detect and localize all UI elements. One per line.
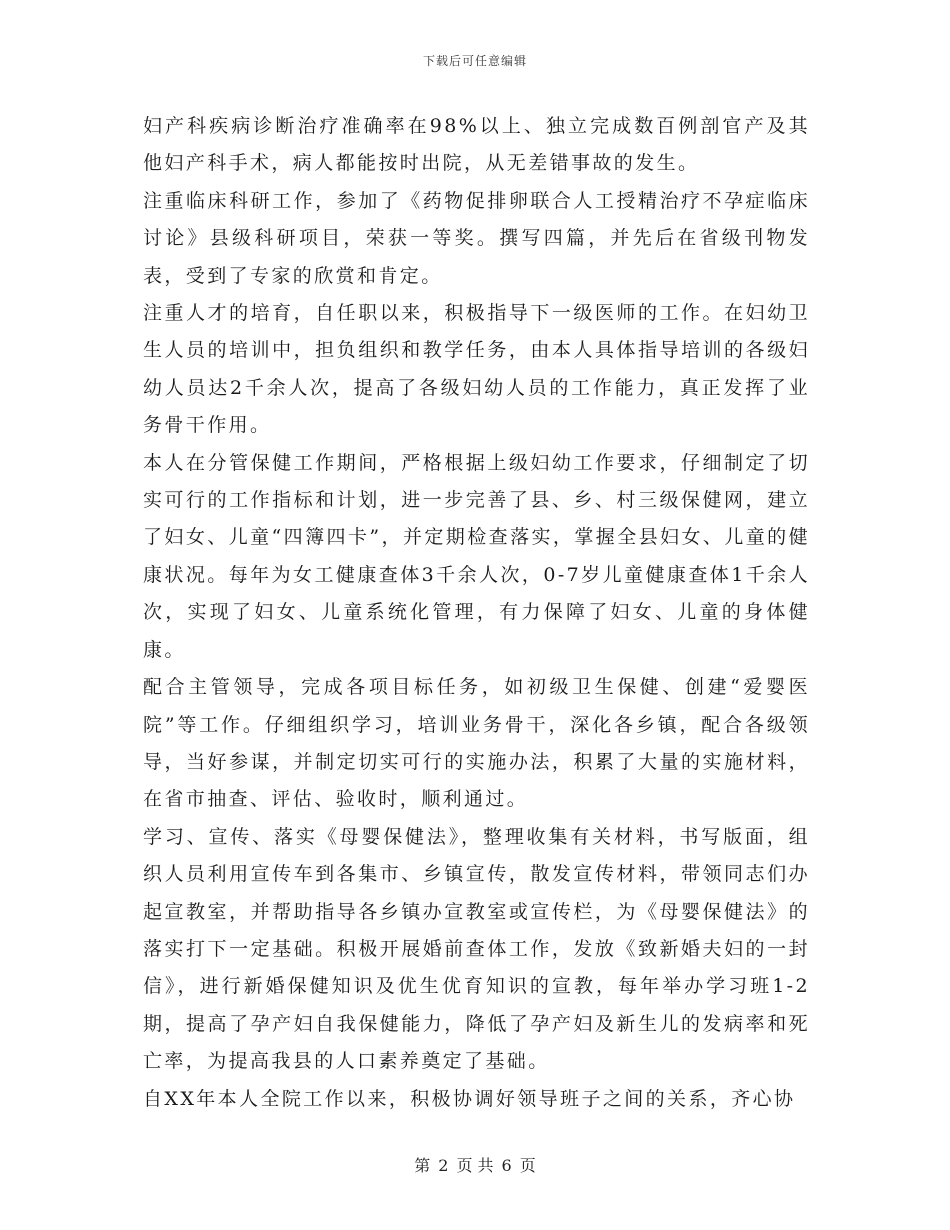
paragraph-4: 本人在分管保健工作期间，严格根据上级妇幼工作要求，仔细制定了切实可行的工作指标和计划，进一步完善了县、乡、村三级保健网，建立了妇女、儿童“四簿四卡”，并定期检查落实，掌握全县妇女、儿童的健康状况。每年为女工健康查体3千余人次，0-7岁儿童健康查体1千余人次，实现了妇女、儿童系统化管理，有力保障了妇女、儿童的身体健康。 (143, 451, 810, 661)
paragraph-5: 配合主管领导，完成各项目标任务，如初级卫生保健、创建“爱婴医院”等工作。仔细组织学习，培训业务骨干，深化各乡镇，配合各级领导，当好参谋，并制定切实可行的实施办法，积累了大量的实施材料，在省市抽查、评估、验收时，顺利通过。 (143, 676, 810, 811)
page-header: 下载后可任意编辑 (422, 54, 527, 68)
footer-suffix: 页 (519, 1156, 536, 1175)
page-footer (0, 1153, 950, 1176)
footer-page-number: 2 (438, 1156, 449, 1175)
footer-middle: 页 共 (456, 1156, 494, 1175)
paragraph-6: 学习、宣传、落实《母婴保健法》，整理收集有关材料，书写版面，组织人员利用宣传车到各集市、乡镇宣传，散发宣传材料，带领同志们办起宣教室，并帮助指导各乡镇办宣教室或宣传栏，为《母婴保健法》的落实打下一定基础。积极开展婚前查体工作，发放《致新婚夫妇的一封信》，进行新婚保健知识及优生优育知识的宣教，每年举办学习班1-2期，提高了孕产妇自我保健能力，降低了孕产妇及新生儿的发病率和死亡率，为提高我县的人口素养奠定了基础。 (143, 825, 810, 1073)
footer-total-pages: 6 (501, 1156, 512, 1175)
paragraph-7: 自XX年本人全院工作以来，积极协调好领导班子之间的关系，齐心协 (143, 1087, 796, 1110)
paragraph-3: 注重人才的培育，自任职以来，积极指导下一级医师的工作。在妇幼卫生人员的培训中，担负组织和教学任务，由本人具体指导培训的各级妇幼人员达2千余人次，提高了各级妇幼人员的工作能力，真正发挥了业务骨干作用。 (143, 302, 810, 437)
paragraph-1: 妇产科疾病诊断治疗准确率在98%以上、独立完成数百例剖官产及其他妇产科手术，病人都能按时出院，从无差错事故的发生。 (143, 115, 810, 175)
document-body (143, 108, 810, 1118)
footer-prefix: 第 (414, 1156, 431, 1175)
paragraph-2: 注重临床科研工作，参加了《药物促排卵联合人工授精治疗不孕症临床讨论》县级科研项目，荣获一等奖。撰写四篇，并先后在省级刊物发表，受到了专家的欣赏和肯定。 (143, 189, 810, 287)
